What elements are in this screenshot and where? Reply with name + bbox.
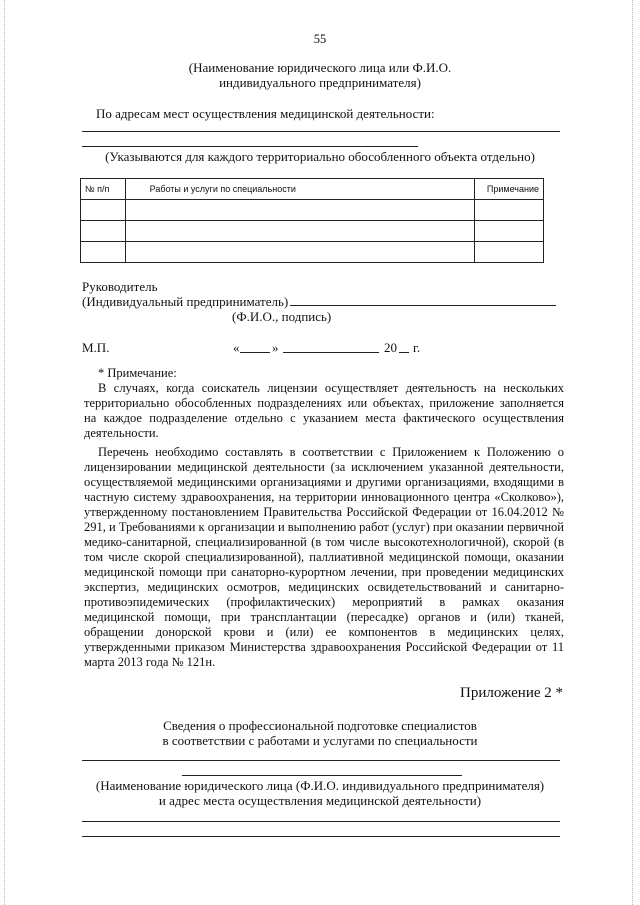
appendix-2-caption-line-1: (Наименование юридического лица (Ф.И.О. индивидуального предпринимателя) — [95, 778, 545, 793]
appendix-2-fill-line-1[interactable] — [82, 760, 560, 761]
header-line-1: (Наименование юридического лица или Ф.И.О. — [188, 60, 452, 75]
addresses-note: (Указываются для каждого территориально обособленного объекта отдельно) — [105, 149, 535, 164]
date-year-line[interactable] — [399, 352, 409, 353]
address-fill-line-1[interactable] — [82, 131, 560, 132]
date-close-quote: » — [272, 340, 279, 355]
addresses-label: По адресам мест осуществления медицинской деятельности: — [96, 106, 435, 121]
appendix-2-heading-line-1: Сведения о профессиональной подготовке специалистов — [163, 718, 477, 733]
appendix-2-caption-line-2: и адрес места осуществления медицинской деятельности) — [158, 793, 482, 808]
page-number: 55 — [313, 32, 327, 46]
table-cell-number[interactable] — [81, 221, 126, 242]
signature-role-line-1: Руководитель — [82, 279, 158, 294]
signature-fio-caption: (Ф.И.О., подпись) — [232, 309, 332, 324]
table-header-row — [81, 179, 544, 200]
table-cell-number[interactable] — [81, 242, 126, 263]
signature-role-line-2: (Индивидуальный предприниматель) — [82, 294, 289, 309]
appendix-2-heading-line-2: в соответствии с работами и услугами по специальности — [162, 733, 478, 748]
note-paragraph-1: В случаях, когда соискатель лицензии осуществляет деятельность на нескольких территориально обособленных подразделениях или объектах, приложение заполняется на каждое подразделение отдельно с указанием места фактического осуществления деятельности. — [84, 381, 564, 440]
col-header-number: № п/п — [81, 179, 126, 200]
table-row — [81, 221, 544, 242]
table-cell-note[interactable] — [474, 242, 543, 263]
table-cell-note[interactable] — [474, 200, 543, 221]
header-line-2: индивидуального предпринимателя) — [219, 75, 421, 90]
appendix-2-fill-line-3[interactable] — [82, 821, 560, 822]
date-month-line[interactable] — [283, 352, 379, 353]
col-header-note: Примечание — [474, 179, 543, 200]
table-cell-note[interactable] — [474, 221, 543, 242]
table-row — [81, 200, 544, 221]
note-title: * Примечание: — [98, 366, 177, 380]
date-day-line[interactable] — [240, 352, 270, 353]
table-cell-number[interactable] — [81, 200, 126, 221]
table-cell-services[interactable] — [125, 200, 474, 221]
date-year-suffix: г. — [413, 340, 421, 355]
date-open-quote: « — [233, 340, 240, 355]
table-row — [81, 242, 544, 263]
col-header-services: Работы и услуги по специальности — [125, 179, 474, 200]
stamp-label: М.П. — [82, 340, 110, 355]
table-cell-services[interactable] — [125, 221, 474, 242]
table-cell-services[interactable] — [125, 242, 474, 263]
note-paragraph-2: Перечень необходимо составлять в соответствии с Приложением к Положению о лицензировании медицинской деятельности (за исключением указанной деятельности, осуществляемой медицинскими организациями и другими организациями, входящими в частную систему здравоохранения, на территории инновационного центра «Сколково»), утвержденному постановлением Правительства Российской Федерации от 16.04.2012 № 291, и Требованиями к организации и выполнению работ (услуг) при оказании первичной медико-санитарной, специализированной (в том числе высокотехнологичной), скорой (в том числе скорой специализированной), паллиативной медицинской помощи, оказании медицинской помощи при санаторно-курортном лечении, при проведении медицинских экспертиз, медицинских осмотров, медицинских освидетельствований и санитарно-противоэпидемических (профилактических) мероприятий в рамках оказания медицинской помощи, при трансплантации (пересадке) органов и (или) тканей, обращении донорской крови и (или) ее компонентов в медицинских целях, утвержденными приказом Министерства здравоохранения Российской Федерации от 11 марта 2013 года № 121н. — [84, 445, 564, 669]
services-table — [80, 178, 544, 263]
scan-edge-right — [632, 0, 633, 905]
date-year-prefix: 20 — [384, 340, 397, 355]
appendix-2-fill-line-2[interactable] — [182, 775, 462, 776]
signature-fill-line[interactable] — [290, 305, 556, 306]
appendix-2-fill-line-4[interactable] — [82, 836, 560, 837]
scan-edge-left — [4, 0, 5, 905]
address-fill-line-2[interactable] — [82, 146, 418, 147]
appendix-2-title: Приложение 2 * — [460, 685, 564, 701]
